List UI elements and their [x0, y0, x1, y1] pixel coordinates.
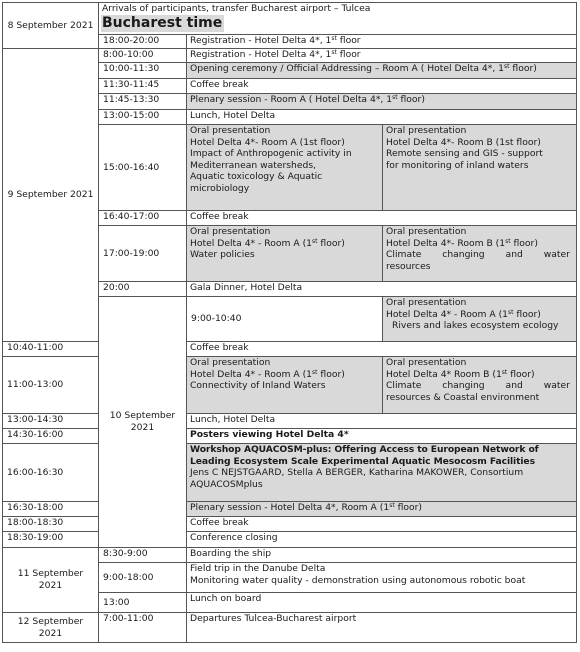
event-text: Arrivals of participants, transfer Bucharest airport – Tulcea [102, 3, 371, 14]
table-row [3, 532, 577, 548]
time-cell: 11:00-13:00 [3, 357, 99, 414]
table-row [3, 3, 577, 35]
time-cell: 8:00-10:00 [99, 49, 187, 63]
time-cell: 16:30-18:00 [3, 502, 99, 517]
time-cell: 14:30-16:00 [3, 429, 99, 444]
time-cell: 10:40-11:00 [3, 342, 99, 357]
date-cell: 12 September 2021 [3, 613, 99, 643]
session-cell-room-a: Oral presentation Hotel Delta 4* - Room A (1st floor) Water policies [187, 226, 383, 282]
table-row [3, 429, 577, 444]
table-row [3, 444, 577, 502]
event-cell: Coffee break [187, 211, 577, 226]
time-cell: 18:00-20:00 [99, 35, 187, 49]
time-cell: 10:00-11:30 [99, 63, 187, 79]
time-cell: 16:40-17:00 [99, 211, 187, 226]
table-row [3, 342, 577, 357]
time-cell: 11:45-13:30 [99, 94, 187, 110]
time-cell: 17:00-19:00 [99, 226, 187, 282]
event-cell: Plenary session - Hotel Delta 4*, Room A (1st floor) [187, 502, 577, 517]
event-cell: Registration - Hotel Delta 4*, 1st floor [187, 35, 577, 49]
event-cell: Departures Tulcea-Bucharest airport [187, 613, 577, 643]
session-cell-room-a: Oral presentation Hotel Delta 4* - Room A (1st floor) Connectivity of Inland Waters [187, 357, 383, 414]
workshop-cell: Workshop AQUACOSM-plus: Offering Access to European Network of Leading Ecosystem Scale Experimental Aquatic Mesocosm Facilities Jens C NEJSTGAARD, Stella A BERGER, Katharina MAKOWER, Consortium AQUACOSMplus [187, 444, 577, 502]
time-cell: 8:30-9:00 [99, 548, 187, 563]
schedule-table [2, 2, 577, 643]
session-cell-room-b: Oral presentation Hotel Delta 4*- Room B (1st floor) Remote sensing and GIS - support for monitoring of inland waters [383, 125, 577, 211]
table-row [3, 502, 577, 517]
time-cell: 9:00-18:00 [99, 563, 187, 593]
event-cell: Conference closing [187, 532, 577, 548]
event-cell: Coffee break [187, 79, 577, 94]
event-cell: Registration - Hotel Delta 4*, 1st floor [187, 49, 577, 63]
session-cell-room-b: Oral presentation Hotel Delta 4*- Room B (1st floor) Climate changing and water resources [383, 226, 577, 282]
event-cell: Field trip in the Danube Delta Monitoring water quality - demonstration using autonomous robotic boat [187, 563, 577, 593]
event-cell [99, 3, 577, 35]
event-cell: Opening ceremony / Official Addressing – Room A ( Hotel Delta 4*, 1st floor) [187, 63, 577, 79]
event-cell: Gala Dinner, Hotel Delta [187, 282, 577, 297]
time-cell: 13:00-15:00 [99, 110, 187, 125]
event-cell: Lunch, Hotel Delta [187, 110, 577, 125]
session-cell-room-a: Oral presentation Hotel Delta 4* - Room A (1st floor) Rivers and lakes ecosystem ecology [383, 297, 577, 342]
time-cell: 18:00-18:30 [3, 517, 99, 532]
event-cell: Coffee break [187, 342, 577, 357]
time-cell: 13:00 [99, 593, 187, 613]
date-cell: 8 September 2021 [3, 3, 99, 49]
event-cell: Lunch on board [187, 593, 577, 613]
session-cell-room-a: Oral presentation Hotel Delta 4*- Room A (1st floor) Impact of Anthropogenic activity in Mediterranean watersheds, Aquatic toxicology & Aquatic microbiology [187, 125, 383, 211]
time-cell: 9:00-10:40 [187, 297, 383, 342]
time-cell: 18:30-19:00 [3, 532, 99, 548]
table-row [3, 49, 577, 63]
date-cell: 9 September 2021 [3, 49, 99, 342]
time-cell: 16:00-16:30 [3, 444, 99, 502]
table-row [3, 613, 577, 643]
event-cell: Posters viewing Hotel Delta 4* [187, 429, 577, 444]
event-cell: Plenary session - Room A ( Hotel Delta 4*, 1st floor) [187, 94, 577, 110]
date-cell: 11 September 2021 [3, 548, 99, 613]
session-cell-room-b: Oral presentation Hotel Delta 4* Room B (1st floor) Climate changing and water resources & Coastal environment [383, 357, 577, 414]
time-cell: 7:00-11:00 [99, 613, 187, 643]
event-cell: Lunch, Hotel Delta [187, 414, 577, 429]
table-row [3, 548, 577, 563]
table-row [3, 517, 577, 532]
table-row [3, 414, 577, 429]
time-cell: 11:30-11:45 [99, 79, 187, 94]
time-cell: 15:00-16:40 [99, 125, 187, 211]
time-cell: 13:00-14:30 [3, 414, 99, 429]
time-cell: 20:00 [99, 282, 187, 297]
date-cell: 10 September 2021 [99, 297, 187, 548]
event-cell: Coffee break [187, 517, 577, 532]
timezone-highlight: Bucharest time [102, 14, 223, 31]
event-cell: Boarding the ship [187, 548, 577, 563]
table-row [3, 357, 577, 414]
